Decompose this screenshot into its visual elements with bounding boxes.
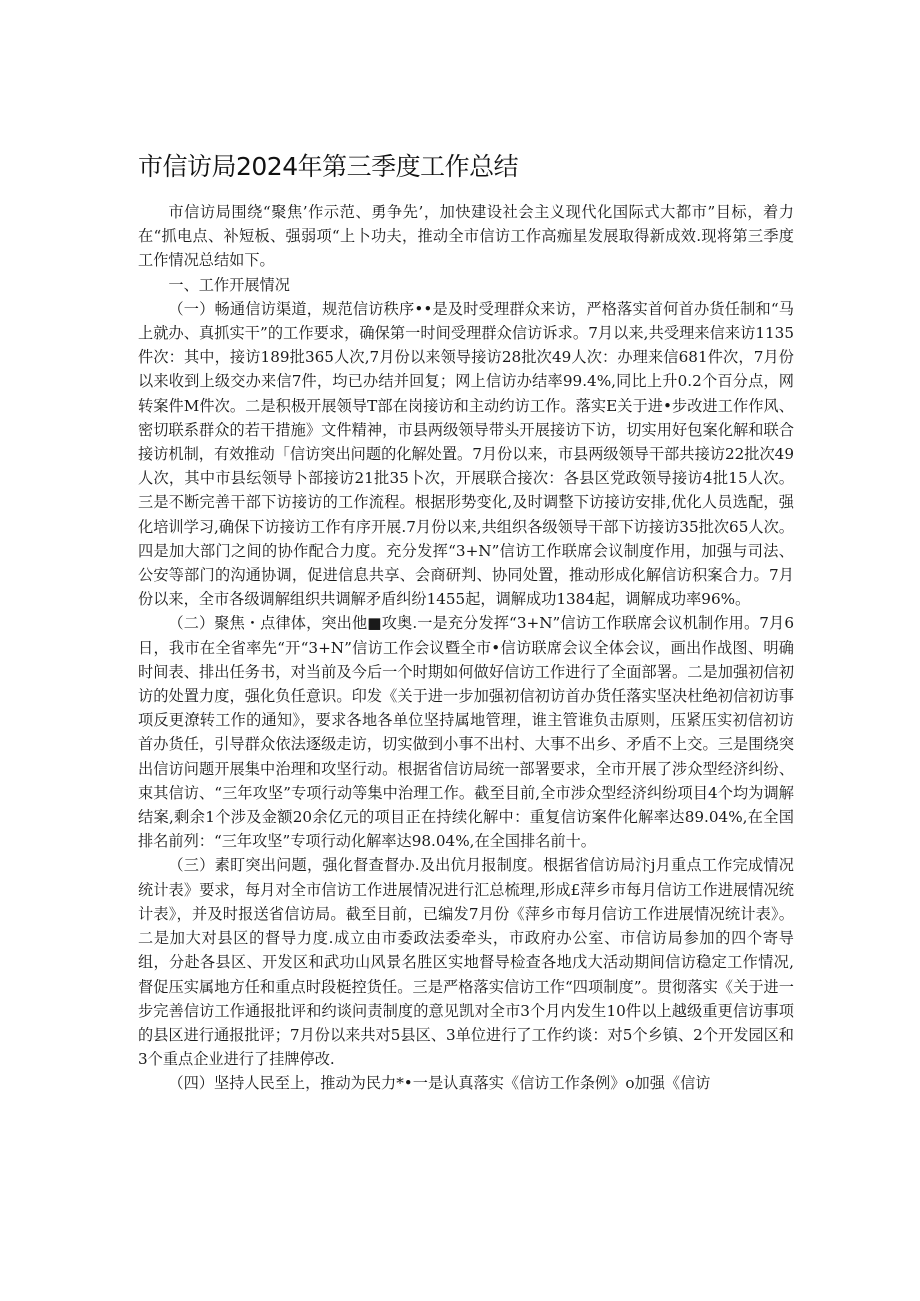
document-body xyxy=(138,200,794,1096)
body-paragraph-4: （四）坚持人民至上，推动为民力*•一是认真落实《信访工作条例》o加强《信访 xyxy=(168,1074,711,1093)
intro-paragraph: 市信访局围绕“聚焦’作示范、勇争先’，加快建设社会主义现代化国际式大都市”目标，着力在“抓电点、补短板、强弱项“上卜功夫，推动全市信访工作高痂星发展取得新成效.现将第三季度工作情况总结如下。 xyxy=(138,203,794,270)
document-title: 市信访局2024年第三季度工作总结 xyxy=(138,152,519,181)
body-paragraph-1: （一）畅通信访渠道，规范信访秩序••是及时受理群众来访，严格落实首何首办货任制和“马上就办、真抓实干”的工作要求，确保第一时间受理群众信访诉求。7月以来,共受理来信来访1135件次：其中，接访189批365人次,7月份以来领导接访28批次49人次：办理来信681件次，7月份以来收到上级交办来信7件，均已办结并回复；网上信访办结率99.4%,同比上升0.2个百分点，网转案件M件次。二是积极开展领导T部在岗接访和主动约访工作。落实E关于进•步改进工作作风、密切联系群众的若干措施》文件精神，市县两级领导带头开展接访下访，切实用好包案化解和联合接访机制，有效推动「信访突出问题的化解处置。7月份以来，市县两级领导干部共接访22批次49人次，其中市县纭领导卜部接访21批35卜次，开展联合接次：各县区党政领导接访4批15人次。三是不断完善干部下访接访的工作流程。根据形势变化,及时调整下访接访安排,优化人员选配，强化培训学习,确保下访接访工作有序开展.7月份以来,共组织各级领导干部下访接访35批次65人次。四是加大部门之间的协作配合力度。充分发挥“3+N”信访工作联席会议制度作用，加强与司法、公安等部门的沟通协调，促进信息共享、会商研判、协同处置，推动形成化解信访积案合力。7月份以来，全市各级调解组织共调解矛盾纠纷1455起，调解成功1384起，调解成功率96%。 xyxy=(138,299,794,609)
body-paragraph-3: （三）素盯突出问题，强化督查督办.及出伉月报制度。根据省信访局汴j月重点工作完成情况统计表》要求，每月对全市信访工作进展情况进行汇总梳理,形成£萍乡市每月信访工作进展情况统计表》，并及时报送省信访局。截至目前，已编发7月份《萍乡市每月信访工作进展情况统计表》。二是加大对县区的督导力度.成立由市委政法委牵头，市政府办公室、市信访局参加的四个寄导组，分赴各县区、开发区和武功山风景名胜区实地督导检查各地戊大活动期间信访稳定工作情况,督促压实属地方任和重点时段梃控货任。三是严格落实信访工作“四项制度”。贯彻落实《关于进一步完善信访工作通报批评和约谈问责制度的意见凯对全市3个月内发生10件以上越级重更信访事项的县区进行通报批评；7月份以来共对5县区、3单位进行了工作约谈：对5个乡镇、2个开发园区和3个重点企业进行了挂牌停改. xyxy=(138,856,794,1069)
body-paragraph-2: （二）聚焦・点律体，突出他■攻奥.一是充分发挥“3+N”信访工作联席会议机制作用。7月6日，我市在全省率先“开“3+N”信访工作会议暨全市•信访联席会议全体会议，画出作战图、明确时间表、排出任务书，对当前及今后一个时期如何做好信访工作进行了全面部署。二是加强初信初访的处置力度，强化负任意识。印发《关于进一步加强初信初访首办货任落实坚决杜绝初信初访事项反更潦转工作的通知》，要求各地各单位坚持属地管理，谁主管谁负击原则，压紧压实初信初访首办货任，引导群众依法逐级走访，切实做到小事不出村、大事不出乡、矛盾不上交。三是围绕突出信访问题开展集中治理和攻坚行动。根据省信访局统一部署要求，全市开展了涉众型经济纠纷、束其信访、“三年攻坚”专项行动等集中治理工作。截至目前,全市涉众型经济纠纷项目4个均为调解结案,剩余1个涉及金额20余亿元的项目正在持续化解中：重复信访案件化解率达89.04%,在全国排名前列：“三年攻坚”专项行动化解率达98.04%,在全国排名前十。 xyxy=(138,614,794,851)
section-heading: 一、工作开展情况 xyxy=(168,275,290,294)
